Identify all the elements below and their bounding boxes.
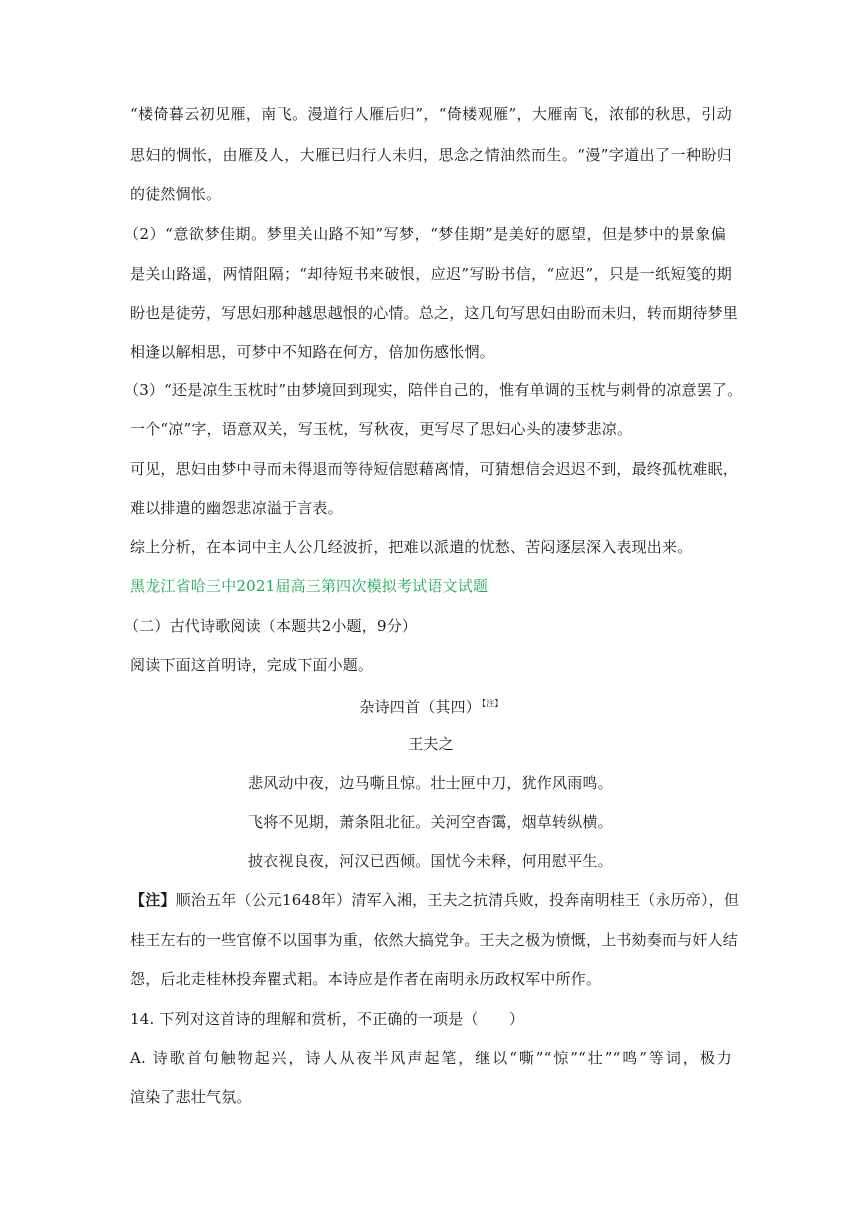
note-line-1-text: 顺治五年（公元1648年）清军入湘，王夫之抗清兵败，投奔南明桂王（永历帝），但 — [175, 891, 740, 909]
section-heading: （二）古代诗歌阅读（本题共2小题，9分） — [124, 617, 418, 635]
analysis-line-9: 一个“凉”字，语意双关，写玉枕，写秋夜，更写尽了思妇心头的凄梦悲凉。 — [130, 420, 633, 438]
analysis-line-1: “楼倚暮云初见雁，南飞。漫道行人雁后归”，“倚楼观雁”，大雁南飞，浓郁的秋思，引动 — [130, 105, 732, 123]
note-tag: 【注】 — [130, 891, 176, 909]
option-a-line-1: A. 诗歌首句触物起兴，诗人从夜半风声起笔，继以“嘶”“惊”“壮”“鸣”等词，极力 — [130, 1049, 732, 1067]
source-title: 黑龙江省哈三中2021届高三第四次模拟考试语文试题 — [130, 577, 489, 595]
poem-title-note-mark: 【注】 — [482, 699, 503, 708]
poem-line-1: 悲风动中夜，边马嘶且惊。壮士匣中刀，犹作风雨鸣。 — [248, 774, 613, 792]
note-line-2: 桂王左右的一些官僚不以国事为重，依然大搞党争。王夫之极为愤慨，上书劾奏而与奸人结 — [130, 931, 739, 949]
question-stem: 14. 下列对这首诗的理解和赏析，不正确的一项是（ ） — [130, 1010, 525, 1028]
note-line-3: 怨，后北走桂林投奔瞿式耜。本诗应是作者在南明永历政权军中所作。 — [130, 970, 602, 988]
analysis-line-3: 的徒然惆怅。 — [130, 185, 222, 203]
analysis-line-2: 思妇的惆怅，由雁及人，大雁已归行人未归，思念之情油然而生。“漫”字道出了一种盼归 — [130, 146, 732, 164]
instruction-text: 阅读下面这首明诗，完成下面小题。 — [130, 656, 374, 674]
poem-line-3: 披衣视良夜，河汉已西倾。国忧今未释，何用慰平生。 — [248, 852, 613, 870]
analysis-line-6: 盼也是徒劳，写思妇那种越思越恨的心情。总之，这几句写思妇由盼而未归，转而期待梦里 — [130, 304, 739, 322]
analysis-line-7: 相逢以解相思，可梦中不知路在何方，倍加伤感怅惘。 — [130, 343, 495, 361]
poem-line-2: 飞将不见期，萧条阻北征。关河空杳霭，烟草转纵横。 — [248, 813, 613, 831]
analysis-line-4: （2）“意欲梦佳期。梦里关山路不知”写梦，“梦佳期”是美好的愿望，但是梦中的景象偏 — [124, 225, 726, 243]
analysis-line-10: 可见，思妇由梦中寻而未得退而等待短信慰藉离情，可猜想信会迟迟不到，最终孤枕难眠， — [130, 460, 739, 478]
option-a-line-2: 渲染了悲壮气氛。 — [130, 1088, 252, 1106]
analysis-summary: 综上分析，在本词中主人公几经波折，把难以派遣的忧愁、苦闷逐层深入表现出来。 — [130, 538, 693, 556]
note-line-1 — [130, 890, 740, 910]
analysis-line-8: （3）“还是凉生玉枕时”由梦境回到现实，陪伴自己的，惟有单调的玉枕与刺骨的凉意罢了。 — [124, 381, 743, 399]
analysis-line-11: 难以排遣的幽怨悲凉溢于言表。 — [130, 499, 343, 517]
analysis-line-5: 是关山路遥，两情阻隔；“却待短书来破恨，应迟”写盼书信，“应迟”，只是一纸短笺的期 — [130, 265, 732, 283]
poem-author: 王夫之 — [408, 735, 454, 753]
poem-title-text: 杂诗四首（其四） — [359, 698, 481, 716]
poem-title — [130, 694, 732, 717]
